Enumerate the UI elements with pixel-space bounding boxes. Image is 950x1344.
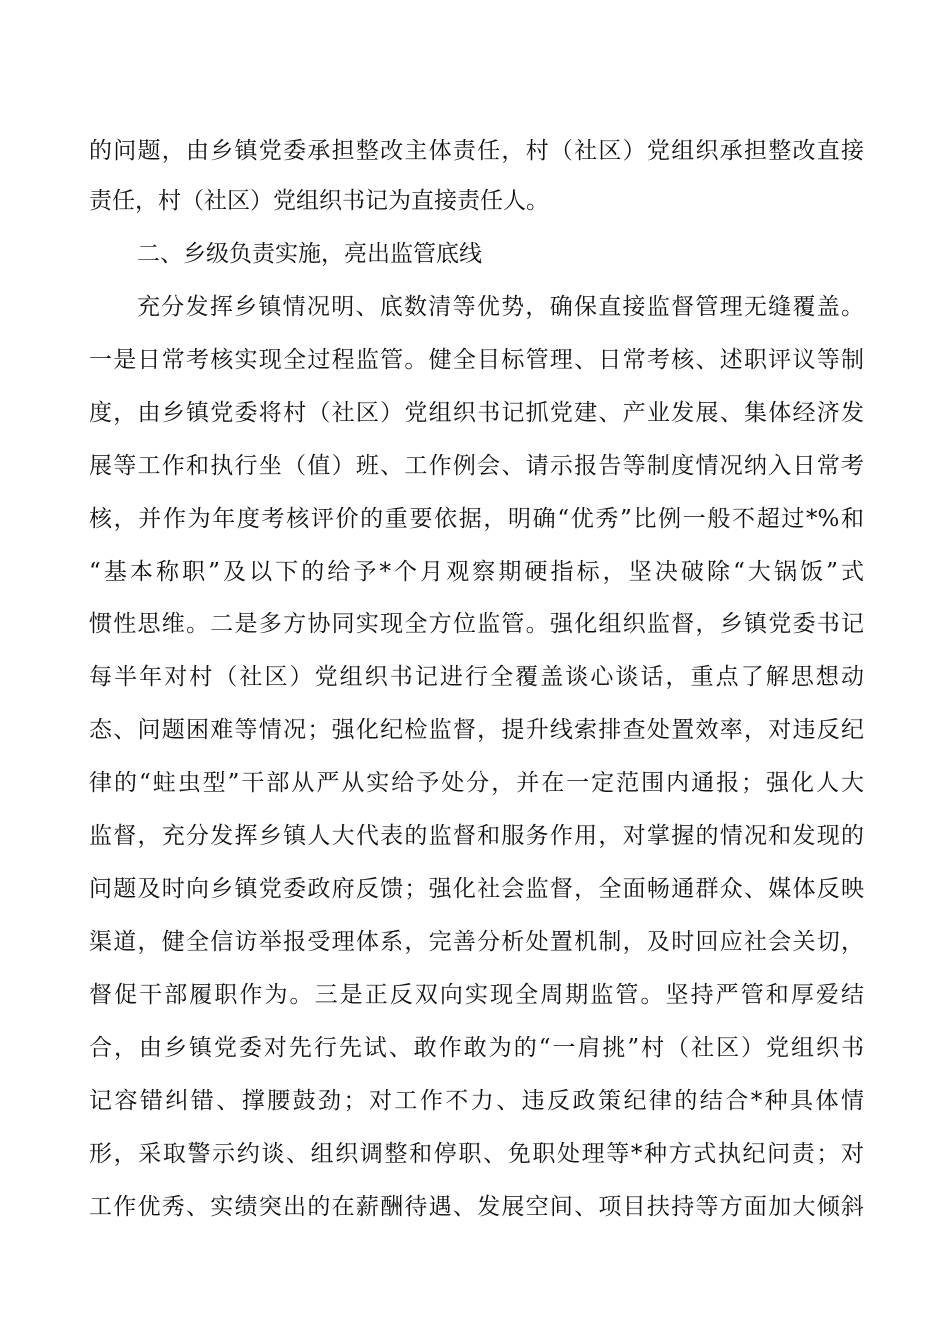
text-line: 态、问题困难等情况；强化纪检监督，提升线索排查处置效率，对违反纪 [89, 717, 864, 743]
text-line: 一是日常考核实现全过程监管。健全目标管理、日常考核、述职评议等制 [89, 347, 864, 373]
text-line: 充分发挥乡镇情况明、底数清等优势，确保直接监督管理无缝覆盖。 [137, 294, 864, 320]
text-line: 问题及时向乡镇党委政府反馈；强化社会监督，全面畅通群众、媒体反映 [89, 876, 864, 902]
text-line: 记容错纠错、撑腰鼓劲；对工作不力、违反政策纪律的结合*种具体情 [89, 1088, 864, 1114]
text-line: “基本称职”及以下的给予*个月观察期硬指标，坚决破除“大锅饭”式 [89, 559, 864, 585]
text-line: 形，采取警示约谈、组织调整和停职、免职处理等*种方式执纪问责；对 [89, 1141, 864, 1167]
text-line: 惯性思维。二是多方协同实现全方位监管。强化组织监督，乡镇党委书记 [89, 611, 864, 637]
text-line: 合，由乡镇党委对先行先试、敢作敢为的“一肩挑”村（社区）党组织书 [89, 1035, 864, 1061]
text-line: 责任，村（社区）党组织书记为直接责任人。 [89, 188, 549, 214]
text-line: 每半年对村（社区）党组织书记进行全覆盖谈心谈话，重点了解思想动 [89, 664, 864, 690]
text-line: 渠道，健全信访举报受理体系，完善分析处置机制，及时回应社会关切， [89, 929, 864, 955]
text-line: 督促干部履职作为。三是正反双向实现全周期监管。坚持严管和厚爱结 [89, 982, 864, 1008]
text-line: 工作优秀、实绩突出的在薪酬待遇、发展空间、项目扶持等方面加大倾斜 [89, 1194, 864, 1220]
text-line: 监督，充分发挥乡镇人大代表的监督和服务作用，对掌握的情况和发现的 [89, 823, 864, 849]
text-line: 的问题，由乡镇党委承担整改主体责任，村（社区）党组织承担整改直接 [89, 138, 864, 164]
text-line: 核，并作为年度考核评价的重要依据，明确“优秀”比例一般不超过*%和 [89, 506, 864, 532]
text-line: 度，由乡镇党委将村（社区）党组织书记抓党建、产业发展、集体经济发 [89, 400, 864, 426]
text-line: 展等工作和执行坐（值）班、工作例会、请示报告等制度情况纳入日常考 [89, 453, 864, 479]
text-line: 律的“蛀虫型”干部从严从实给予处分，并在一定范围内通报；强化人大 [89, 770, 864, 796]
section-heading: 二、乡级负责实施，亮出监管底线 [137, 241, 482, 267]
